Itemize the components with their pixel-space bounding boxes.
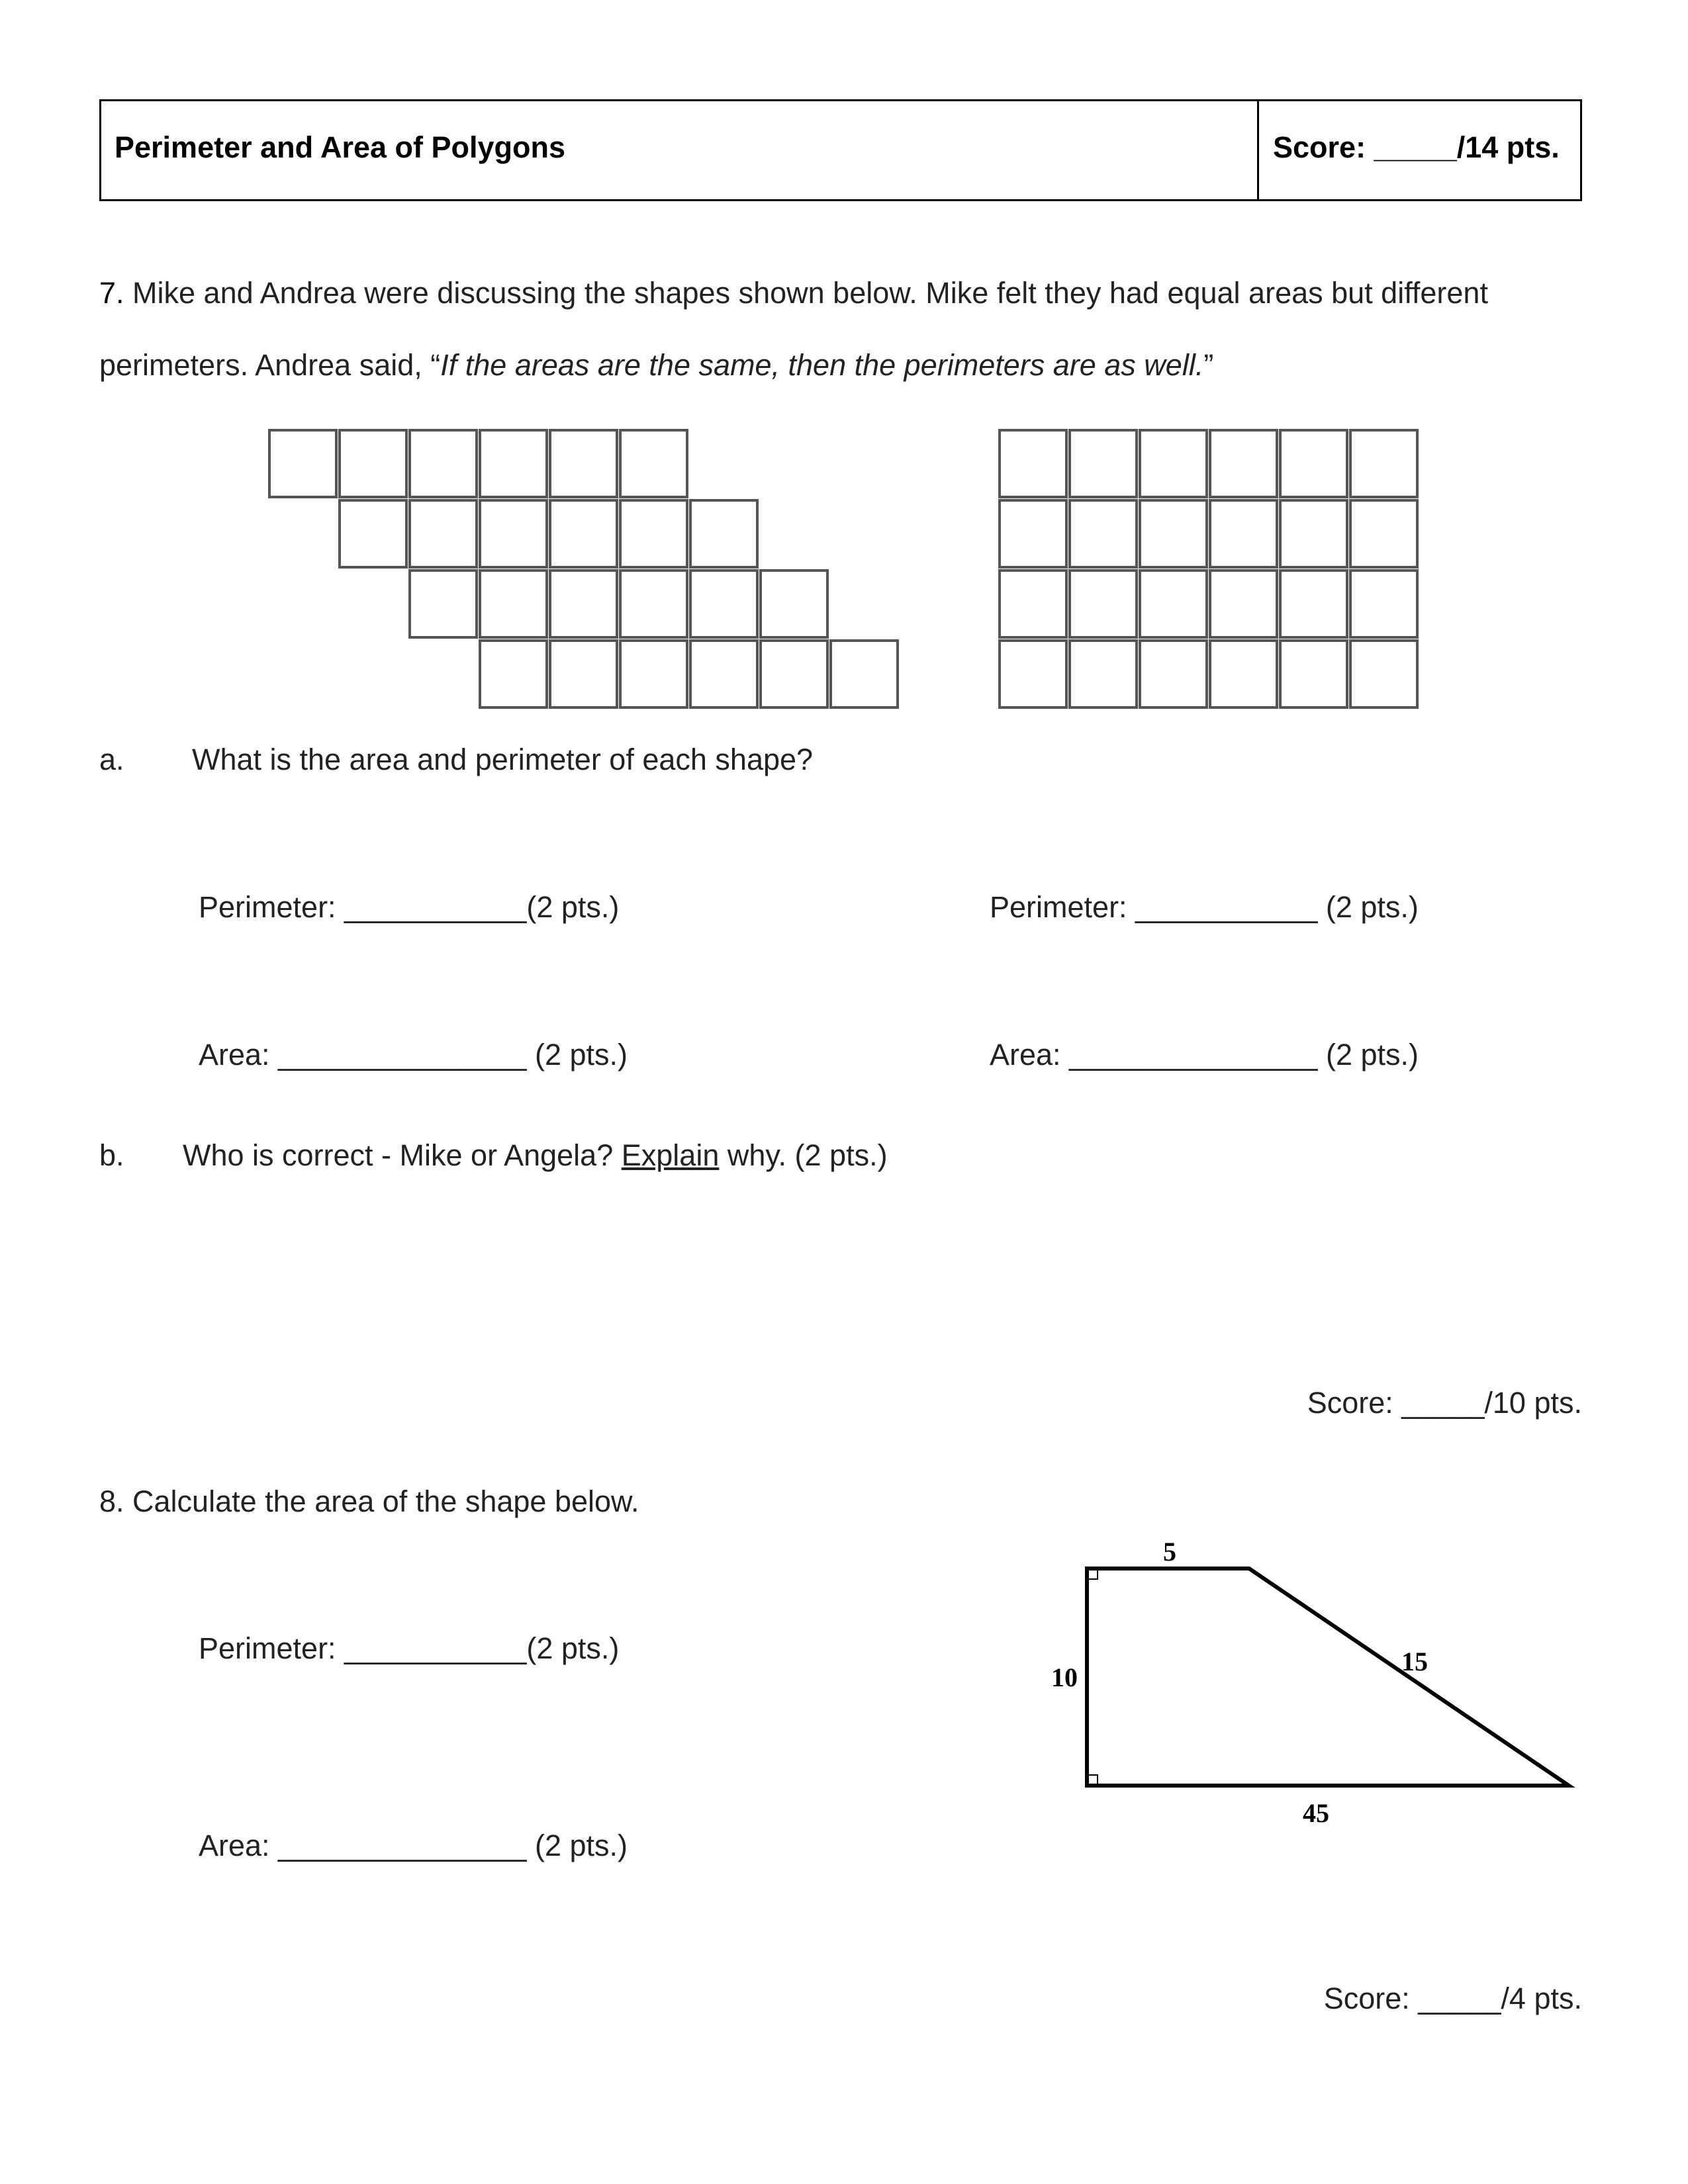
grid-cell bbox=[1279, 569, 1348, 639]
grid-cell bbox=[408, 569, 478, 639]
label-top: 5 bbox=[1163, 1537, 1176, 1567]
grid-cell bbox=[1209, 639, 1278, 709]
shape2-area-blank: Area: _______________ (2 pts.) bbox=[990, 1038, 1419, 1071]
grid-cell bbox=[689, 569, 759, 639]
q7-line-2 bbox=[99, 350, 1213, 380]
grid-cell bbox=[1349, 639, 1419, 709]
grid-cell bbox=[1349, 499, 1419, 569]
grid-cell bbox=[1209, 429, 1278, 498]
grid-cell bbox=[1279, 499, 1348, 569]
grid-cell bbox=[829, 639, 899, 709]
label-bottom: 45 bbox=[1303, 1798, 1329, 1828]
grid-cell bbox=[759, 639, 829, 709]
label-left: 10 bbox=[1051, 1662, 1078, 1692]
q8-perimeter-blank: Perimeter: ___________(2 pts.) bbox=[199, 1631, 620, 1665]
label-slant: 15 bbox=[1401, 1647, 1428, 1676]
grid-cell bbox=[759, 569, 829, 639]
grid-cell bbox=[1349, 429, 1419, 498]
grid-cell bbox=[998, 429, 1068, 498]
grid-cell bbox=[1279, 429, 1348, 498]
grid-cell bbox=[1139, 569, 1208, 639]
grid-cell bbox=[479, 569, 548, 639]
q7-score: Score: _____/10 pts. bbox=[1307, 1386, 1582, 1420]
grid-cell bbox=[549, 569, 618, 639]
grid-cell bbox=[1139, 429, 1208, 498]
q7-line-1-text: Mike and Andrea were discussing the shapes shown below. Mike felt they had equal areas but different bbox=[132, 276, 1488, 310]
explain-word: Explain bbox=[621, 1138, 720, 1172]
part-b-letter: b. bbox=[99, 1138, 124, 1172]
grid-cell bbox=[998, 499, 1068, 569]
grid-cell bbox=[689, 639, 759, 709]
grid-cell bbox=[1139, 499, 1208, 569]
part-b-prefix: Who is correct - Mike or Angela? bbox=[183, 1138, 622, 1172]
q7-line-1 bbox=[99, 278, 1488, 308]
grid-cell bbox=[479, 429, 548, 498]
header-box bbox=[99, 99, 1582, 201]
trapezoid-outline bbox=[1087, 1569, 1569, 1786]
andrea-quote: If the areas are the same, then the perimeters are as well. bbox=[440, 348, 1204, 382]
grid-cell bbox=[549, 429, 618, 498]
grid-cell bbox=[479, 499, 548, 569]
total-score: Score: _____/14 pts. bbox=[1273, 130, 1560, 164]
grid-cell bbox=[619, 569, 688, 639]
grid-cell bbox=[619, 639, 688, 709]
worksheet-title: Perimeter and Area of Polygons bbox=[115, 130, 566, 164]
right-angle-marker-bottom bbox=[1088, 1775, 1098, 1784]
part-b-suffix: why. (2 pts.) bbox=[719, 1138, 888, 1172]
grid-cell bbox=[338, 429, 408, 498]
grid-cell bbox=[408, 429, 478, 498]
grid-cell bbox=[689, 499, 759, 569]
grid-cell bbox=[1139, 639, 1208, 709]
grid-cell bbox=[998, 569, 1068, 639]
part-a-question: What is the area and perimeter of each shape? bbox=[192, 743, 814, 776]
grid-cell bbox=[1068, 499, 1138, 569]
q8-prompt: 8. Calculate the area of the shape below. bbox=[99, 1484, 639, 1518]
q7-line-2-prefix: perimeters. Andrea said, “ bbox=[99, 348, 441, 382]
header-divider bbox=[1257, 101, 1259, 199]
grid-cell bbox=[549, 499, 618, 569]
grid-cell bbox=[338, 499, 408, 569]
grid-cell bbox=[998, 639, 1068, 709]
grid-cell bbox=[549, 639, 618, 709]
part-a-letter: a. bbox=[99, 743, 124, 776]
grid-cell bbox=[268, 429, 338, 498]
shape2-perimeter-blank: Perimeter: ___________ (2 pts.) bbox=[990, 890, 1419, 924]
grid-cell bbox=[619, 429, 688, 498]
q7-line-2-suffix: ” bbox=[1203, 348, 1214, 382]
q8-area-blank: Area: _______________ (2 pts.) bbox=[199, 1829, 628, 1862]
grid-cell bbox=[1349, 569, 1419, 639]
grid-cell bbox=[479, 639, 548, 709]
grid-cell bbox=[619, 499, 688, 569]
q8-score: Score: _____/4 pts. bbox=[1323, 1981, 1582, 2015]
shape1-area-blank: Area: _______________ (2 pts.) bbox=[199, 1038, 628, 1071]
grid-cell bbox=[1068, 429, 1138, 498]
grid-cell bbox=[1068, 639, 1138, 709]
part-b-question bbox=[183, 1140, 888, 1170]
grid-cell bbox=[1068, 569, 1138, 639]
grid-cell bbox=[408, 499, 478, 569]
grid-cell bbox=[1209, 569, 1278, 639]
trapezoid-figure bbox=[1046, 1529, 1595, 1833]
grid-cell bbox=[1279, 639, 1348, 709]
shape1-perimeter-blank: Perimeter: ___________(2 pts.) bbox=[199, 890, 620, 924]
q7-number: 7. bbox=[99, 276, 124, 310]
grid-cell bbox=[1209, 499, 1278, 569]
right-angle-marker-top bbox=[1088, 1570, 1098, 1579]
